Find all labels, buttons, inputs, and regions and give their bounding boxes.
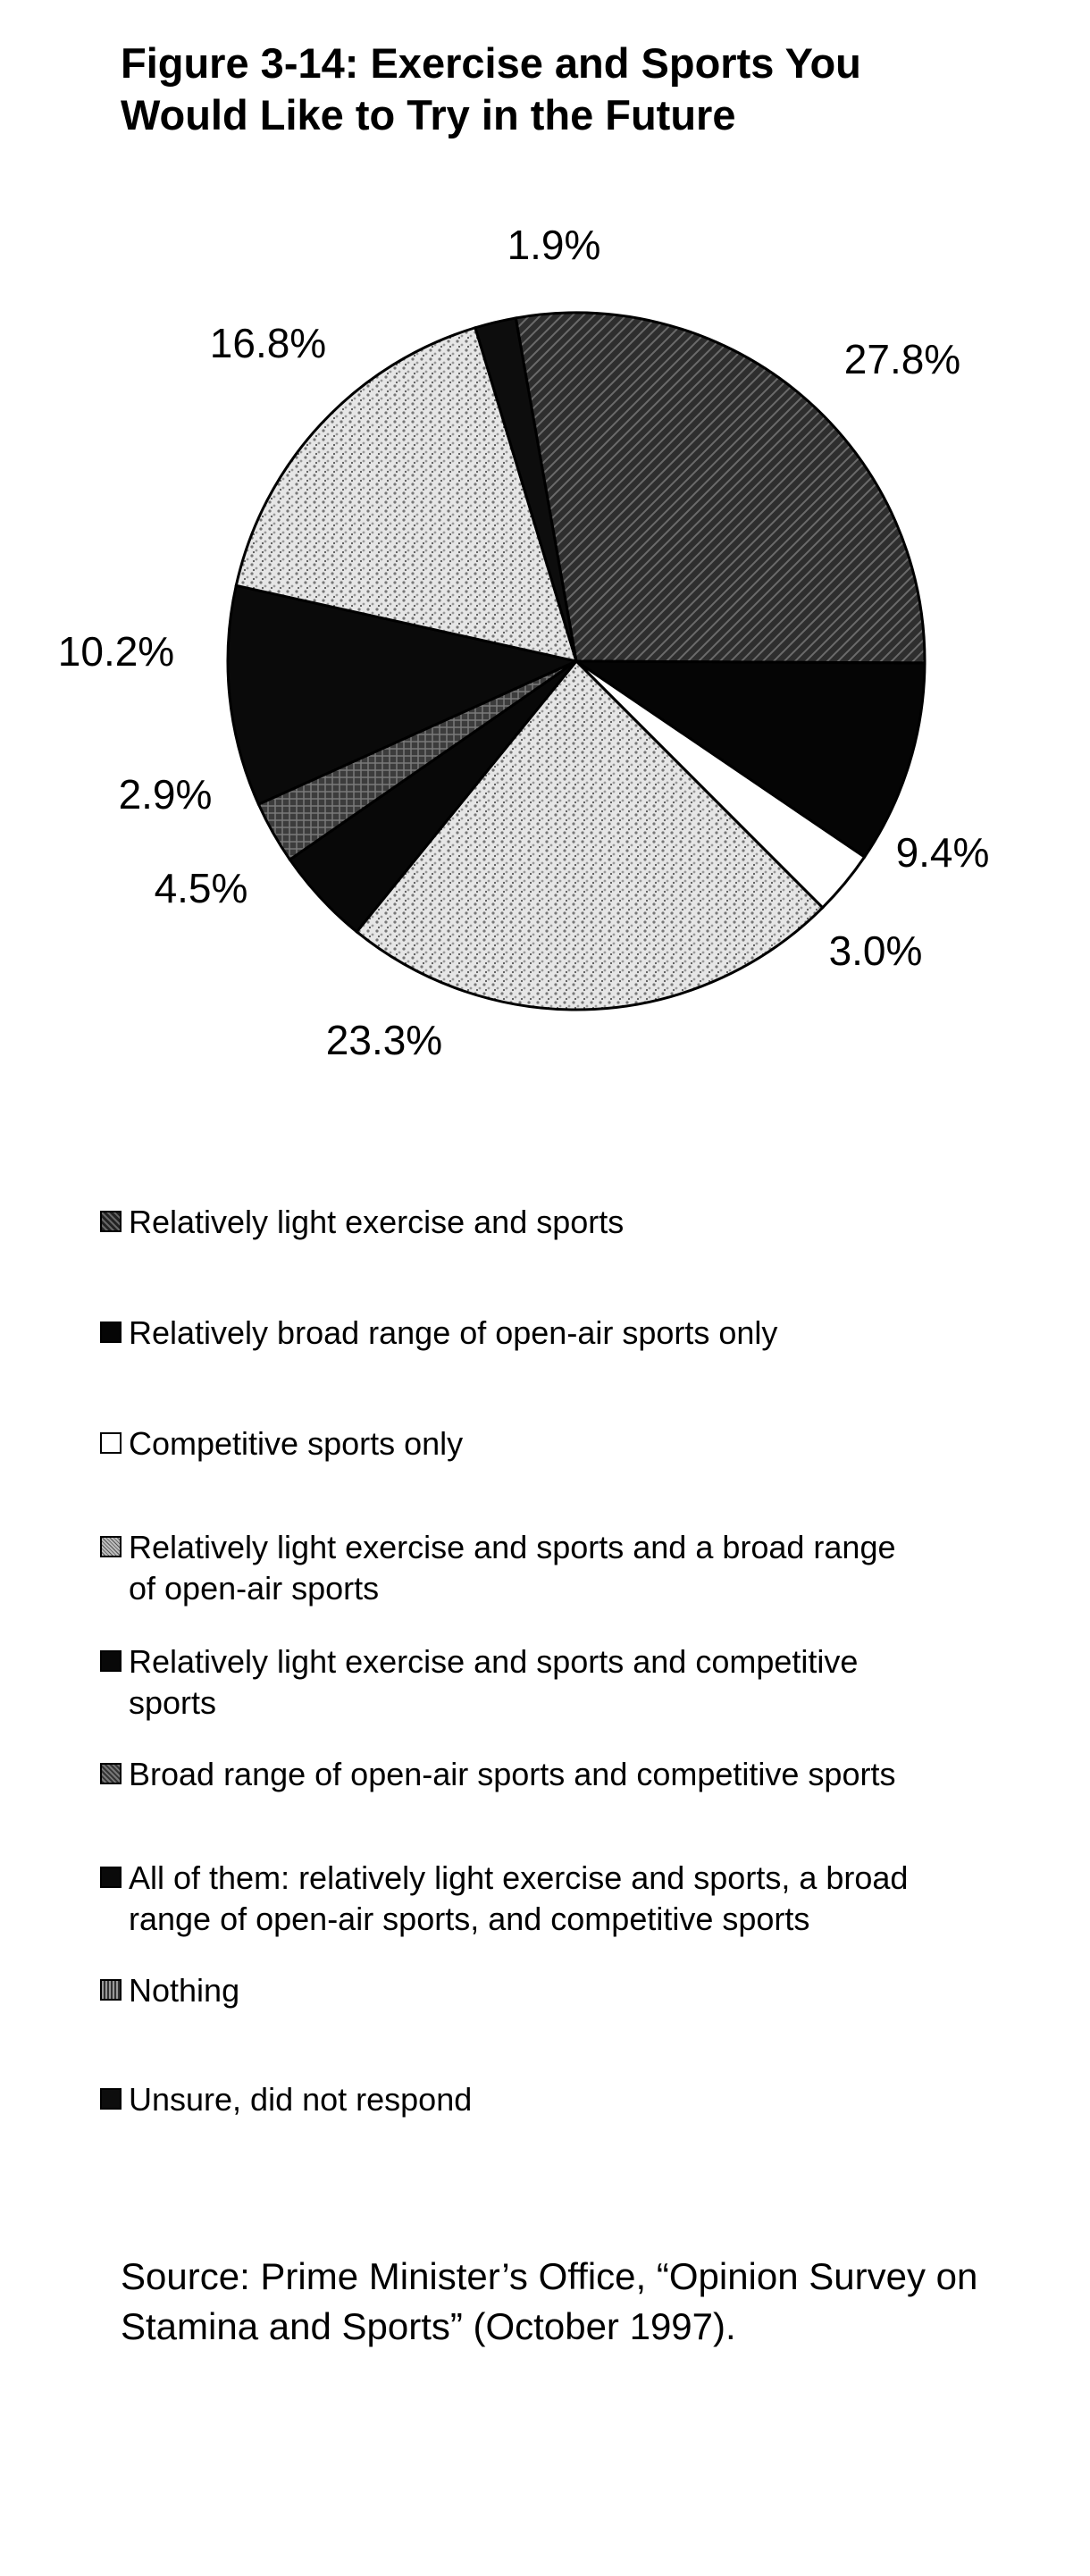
chart-title-line-1: Figure 3-14: Exercise and Sports You	[121, 39, 861, 87]
legend-item-label-line-1: Competitive sports only	[129, 1425, 464, 1462]
pie-slice-label: 10.2%	[57, 628, 175, 675]
legend-item-label	[129, 1754, 1040, 1795]
legend-item	[100, 1423, 1040, 1464]
legend-item-label	[129, 2079, 1040, 2120]
pie-slice-label: 9.4%	[895, 829, 990, 876]
legend-swatch	[100, 2088, 122, 2110]
pie-slices-group	[228, 313, 925, 1010]
legend-item-label-line-1: Broad range of open-air sports and competitive sports	[129, 1756, 896, 1792]
legend-item	[100, 1754, 1040, 1795]
legend-item-label-line-2: range of open-air sports, and competitive sports	[129, 1901, 810, 1937]
legend-item-label	[129, 1313, 1040, 1354]
legend-item-label-line-1: Nothing	[129, 1972, 240, 2009]
legend-item-label-line-1: Relatively light exercise and sports	[129, 1204, 625, 1240]
legend-item	[100, 1641, 1040, 1724]
pie-slice-label: 27.8%	[843, 336, 961, 382]
legend-item	[100, 2079, 1040, 2120]
legend-item-label	[129, 1423, 1040, 1464]
legend-swatch	[100, 1763, 122, 1784]
legend-swatch	[100, 1211, 122, 1232]
legend-item-label-line-2: sports	[129, 1684, 217, 1721]
legend-item-label	[129, 1970, 1040, 2011]
legend-swatch	[100, 1432, 122, 1454]
legend-swatch	[100, 1650, 122, 1672]
legend-item-label-line-1: Relatively light exercise and sports and a broad range	[129, 1529, 896, 1565]
pie-chart	[0, 223, 1090, 1117]
pie-slice-label: 23.3%	[325, 1017, 443, 1063]
source-note	[121, 2252, 1086, 2352]
source-note-line-2: Stamina and Sports” (October 1997).	[121, 2305, 736, 2347]
legend-item-label-line-1: All of them: relatively light exercise and sports, a broad	[129, 1859, 909, 1896]
pie-slice-label: 1.9%	[507, 223, 601, 268]
pie-slice-label: 16.8%	[209, 320, 327, 366]
pie-slice-label: 2.9%	[118, 771, 213, 818]
legend-item-label	[129, 1202, 1040, 1243]
legend-swatch	[100, 1536, 122, 1557]
chart-title-line-2: Would Like to Try in the Future	[121, 91, 736, 138]
legend-item	[100, 1313, 1040, 1354]
pie-slice-label: 3.0%	[828, 927, 923, 974]
source-note-line-1: Source: Prime Minister’s Office, “Opinion Survey on	[121, 2255, 978, 2297]
legend-item-label-line-1: Relatively light exercise and sports and competitive	[129, 1643, 859, 1680]
legend-swatch	[100, 1322, 122, 1343]
legend-item-label-line-2: of open-air sports	[129, 1570, 380, 1607]
legend-item	[100, 1527, 1040, 1609]
legend-swatch	[100, 1979, 122, 2001]
legend-item-label	[129, 1641, 1040, 1724]
legend-item-label-line-1: Unsure, did not respond	[129, 2081, 473, 2118]
pie-slice-label: 4.5%	[154, 865, 248, 911]
legend-item	[100, 1858, 1040, 1940]
legend-item-label	[129, 1527, 1040, 1609]
legend-item	[100, 1970, 1040, 2011]
chart-title	[121, 38, 1014, 141]
legend-item	[100, 1202, 1040, 1243]
legend-item-label	[129, 1858, 1040, 1940]
legend-swatch	[100, 1867, 122, 1888]
legend-item-label-line-1: Relatively broad range of open-air sports only	[129, 1314, 778, 1351]
